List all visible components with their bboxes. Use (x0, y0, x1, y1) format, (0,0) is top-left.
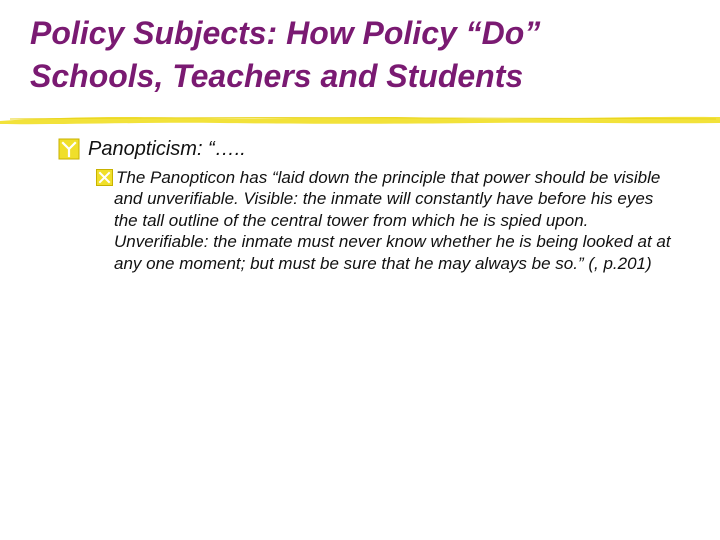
slide-title (30, 12, 690, 98)
bullet-panopticism (66, 136, 696, 162)
bullet-panopticon-quote-text: The Panopticon has “laid down the principle that power should be visible and unverifiable. Visible: the inmate will constantly have before his eyes the tall outline of the central tower from which he is spied upon. Unverifiable: the inmate must never know whether he is being looked at at any one moment; but must be sure that he may always be so.” (, p.201) (114, 168, 671, 273)
slide-title-line-2: Schools, Teachers and Students (30, 58, 524, 94)
bullet-panopticism-rest: : “….. (196, 138, 246, 160)
slide-title-line-1: Policy Subjects: How Policy “Do” (30, 15, 541, 51)
y-bullet-icon (58, 138, 80, 160)
bullet-panopticon-quote (96, 167, 676, 274)
bullet-panopticism-text (66, 136, 696, 162)
x-bullet-icon (96, 169, 113, 186)
bullet-panopticism-label: Panopticism (88, 138, 197, 160)
yellow-divider-rule (0, 112, 720, 128)
